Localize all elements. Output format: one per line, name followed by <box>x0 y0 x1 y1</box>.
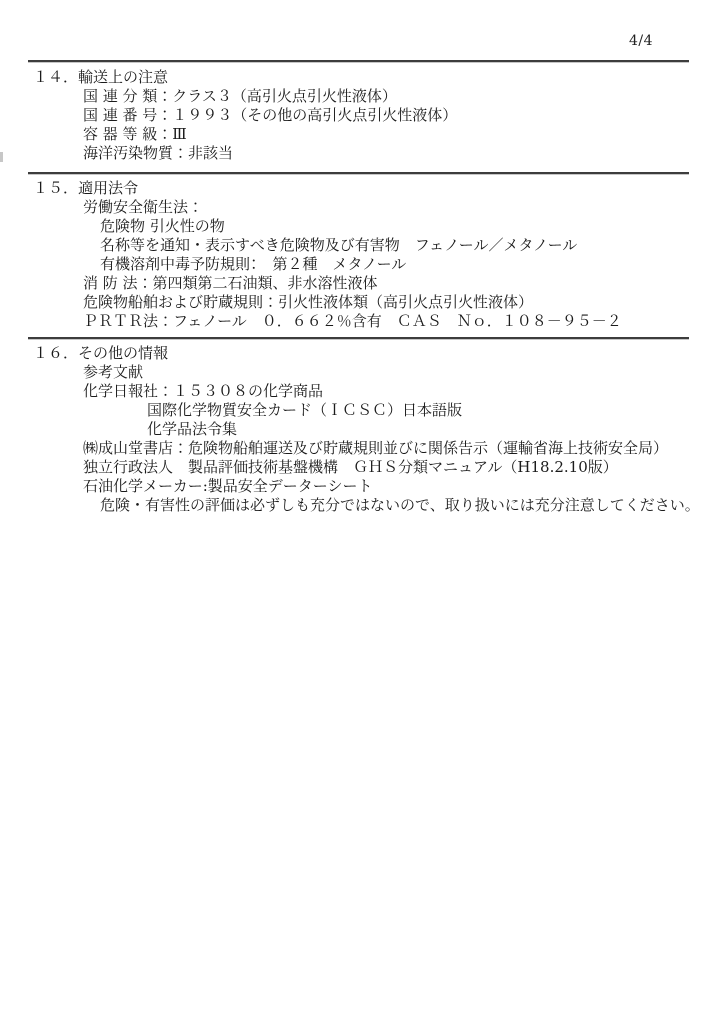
section-heading: １６．その他の情報 <box>33 344 169 362</box>
section-heading: １５．適用法令 <box>33 179 139 197</box>
page-number: 4/4 <box>628 33 653 49</box>
text-line: 国際化学物質安全カード（ＩＣＳＣ）日本語版 <box>147 401 463 419</box>
section-other-information <box>0 344 723 515</box>
text-line: 危険物 引火性の物 <box>100 217 225 235</box>
text-line: 名称等を通知・表示すべき危険物及び有害物 フェノール／メタノール <box>100 236 578 254</box>
scan-artifact <box>0 152 3 162</box>
text-line: ＰＲＴＲ法：フェノール ０．６６２％含有 ＣＡＳ Ｎｏ．１０８－９５－２ <box>83 312 622 330</box>
text-line: 石油化学メーカー:製品安全データーシート <box>83 477 373 495</box>
horizontal-rule-middle-2 <box>28 337 689 339</box>
section-heading: １４．輸送上の注意 <box>33 68 169 86</box>
text-line: 危険・有害性の評価は必ずしも充分ではないので、取り扱いには充分注意してください。 <box>100 496 700 514</box>
horizontal-rule-top <box>28 60 689 62</box>
text-line: 化学品法令集 <box>147 420 238 438</box>
text-line: 危険物船舶および貯蔵規則：引火性液体類（高引火点引火性液体） <box>83 293 534 311</box>
section-applicable-laws <box>0 179 723 331</box>
text-line: 化学日報社：１５３０８の化学商品 <box>83 382 324 400</box>
text-line: ㈱成山堂書店：危険物船舶運送及び貯蔵規則並びに関係告示（運輸省海上技術安全局） <box>83 439 669 457</box>
text-line: 消 防 法：第四類第二石油類、非水溶性液体 <box>83 274 378 292</box>
text-line: 容 器 等 級：Ⅲ <box>83 125 187 143</box>
text-line: 独立行政法人 製品評価技術基盤機構 ＧＨＳ分類マニュアル（H18.2.10版） <box>83 458 618 476</box>
text-line: 参考文献 <box>83 363 144 381</box>
text-line: 労働安全衛生法： <box>83 198 204 216</box>
text-line: 国 連 分 類：クラス３（高引火点引火性液体） <box>83 87 397 105</box>
text-line: 海洋汚染物質：非該当 <box>83 144 234 162</box>
horizontal-rule-middle-1 <box>28 172 689 174</box>
section-transport-precautions <box>0 68 723 163</box>
text-line: 有機溶剤中毒予防規則： 第２種 メタノール <box>100 255 407 273</box>
text-line: 国 連 番 号：１９９３（その他の高引火点引火性液体） <box>83 106 458 124</box>
